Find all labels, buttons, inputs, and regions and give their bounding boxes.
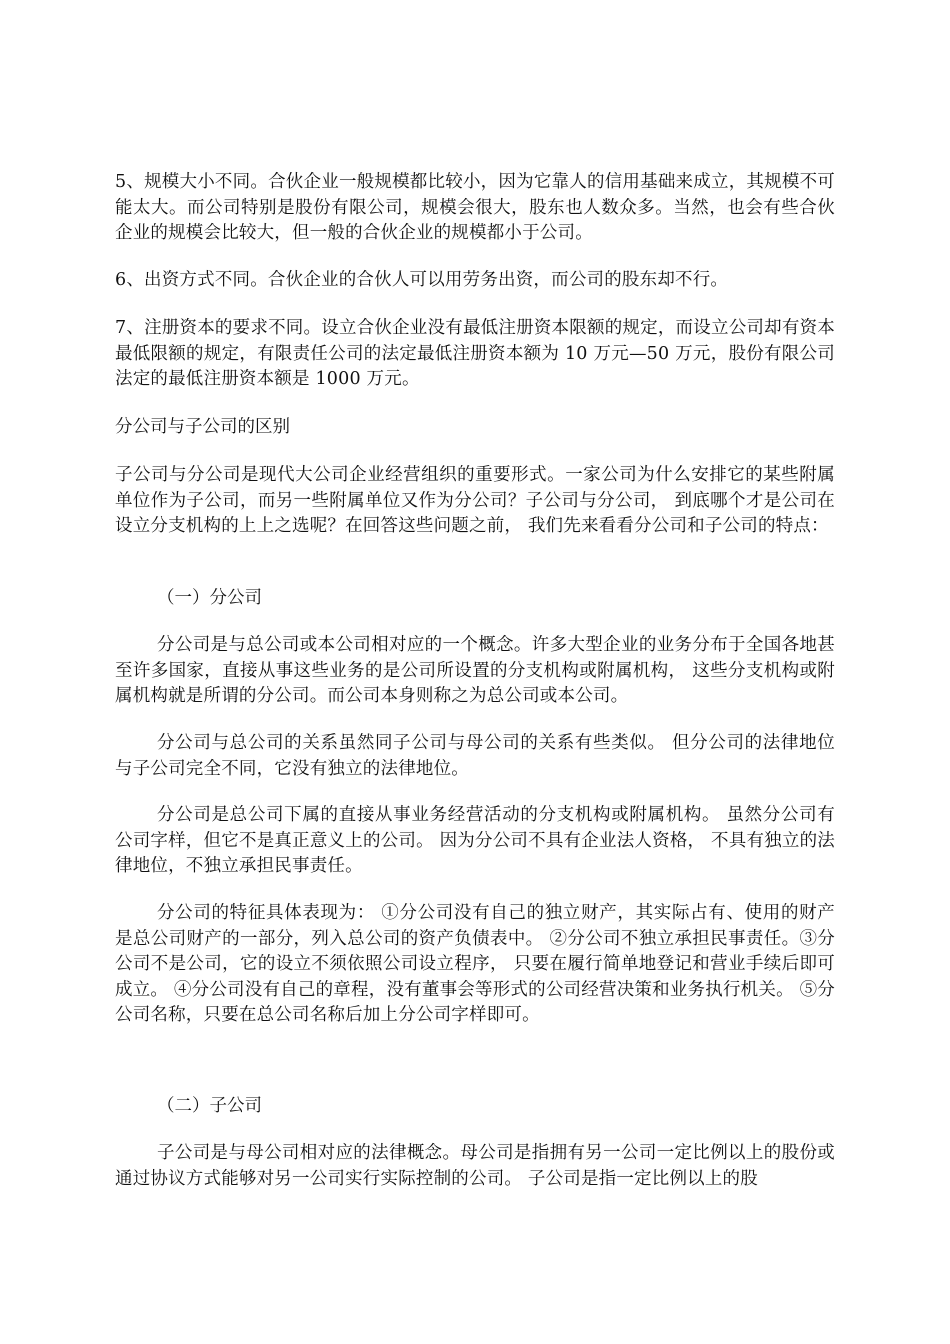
paragraph-branch-status: 分公司是总公司下属的直接从事业务经营活动的分支机构或附属机构。 虽然分公司有公司字样，但它不是真正意义上的公司。 因为分公司不具有企业法人资格， 不具有独立的法律地位，不独立承担民事责任。 bbox=[115, 805, 835, 876]
subsidiary-heading: （二）子公司 bbox=[157, 1096, 262, 1116]
paragraph-intro: 子公司与分公司是现代大公司企业经营组织的重要形式。一家公司为什么安排它的某些附属单位作为子公司，而另一些附属单位又作为分公司？子公司与分公司， 到底哪个才是公司在设立分支机构的上上之选呢？在回答这些问题之前， 我们先来看看分公司和子公司的特点： bbox=[115, 465, 835, 536]
branch-heading: （一）分公司 bbox=[157, 588, 262, 608]
paragraph-scale-difference: 5、规模大小不同。合伙企业一般规模都比较小，因为它靠人的信用基础来成立，其规模不可能太大。而公司特别是股份有限公司，规模会很大，股东也人数众多。当然，也会有些合伙企业的规模会比较大，但一般的合伙企业的规模都小于公司。 bbox=[115, 172, 835, 243]
paragraph-branch-definition: 分公司是与总公司或本公司相对应的一个概念。许多大型企业的业务分布于全国各地甚至许多国家，直接从事这些业务的是公司所设置的分支机构或附属机构， 这些分支机构或附属机构就是所谓的分公司。而公司本身则称之为总公司或本公司。 bbox=[115, 635, 835, 706]
paragraph-registered-capital: 7、注册资本的要求不同。设立合伙企业没有最低注册资本限额的规定，而设立公司却有资本最低限额的规定，有限责任公司的法定最低注册资本额为 10 万元—50 万元，股份有限公司法定的最低注册资本额是 1000 万元。 bbox=[115, 318, 835, 389]
paragraph-subsidiary-definition: 子公司是与母公司相对应的法律概念。母公司是指拥有另一公司一定比例以上的股份或通过协议方式能够对另一公司实行实际控制的公司。 子公司是指一定比例以上的股 bbox=[115, 1143, 835, 1189]
section-title: 分公司与子公司的区别 bbox=[115, 417, 290, 437]
paragraph-capital-contribution: 6、出资方式不同。合伙企业的合伙人可以用劳务出资，而公司的股东却不行。 bbox=[115, 270, 729, 290]
paragraph-branch-features: 分公司的特征具体表现为： ①分公司没有自己的独立财产，其实际占有、使用的财产是总公司财产的一部分，列入总公司的资产负债表中。 ②分公司不独立承担民事责任。③分公司不是公司，它的设立不须依照公司设立程序， 只要在履行简单地登记和营业手续后即可成立。 ④分公司没有自己的章程，没有董事会等形式的公司经营决策和业务执行机关。 ⑤分公司名称，只要在总公司名称后加上分公司字样即可。 bbox=[115, 903, 835, 1025]
paragraph-branch-relationship: 分公司与总公司的关系虽然同子公司与母公司的关系有些类似。 但分公司的法律地位与子公司完全不同，它没有独立的法律地位。 bbox=[115, 733, 835, 779]
